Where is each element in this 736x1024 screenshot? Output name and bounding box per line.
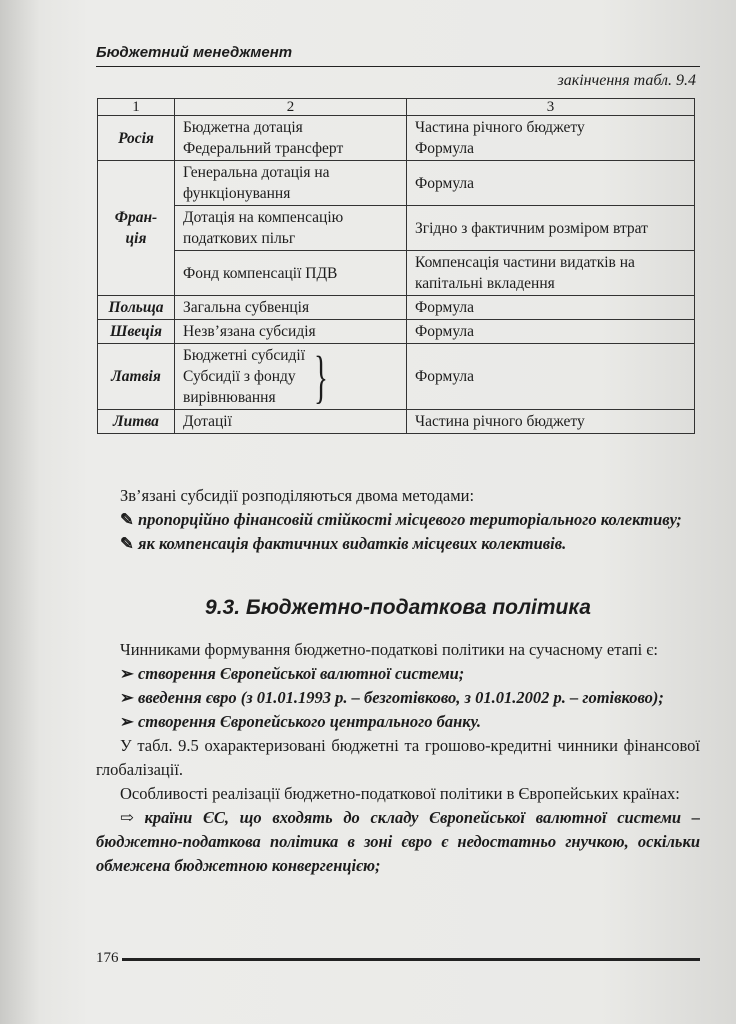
paragraph: У табл. 9.5 охарактеризовані бюджетні та грошово-кредитні чинники фінансової глобалізації. — [96, 736, 700, 779]
table-caption: закінчення табл. 9.4 — [557, 72, 696, 89]
cell-line: Формула — [415, 140, 475, 157]
table-row-lithuania — [98, 410, 695, 434]
transfer-type-cell: Незв’язана субсидія — [175, 320, 407, 344]
list-item-text: як компенсація фактичних видатків місцевих колективів. — [137, 534, 567, 553]
country-cell: Литва — [98, 410, 175, 434]
header-rule — [96, 66, 700, 67]
cell-line: Федеральний трансферт — [183, 140, 344, 157]
allocation-method-cell: Компенсація частини видатків на капітальні вкладення — [407, 251, 695, 296]
list-item-text: створення Європейської валютної системи; — [137, 664, 465, 683]
allocation-method-cell: Формула — [407, 296, 695, 320]
allocation-method-cell: Частина річного бюджету — [407, 410, 695, 434]
paragraph: Особливості реалізації бюджетно-податкової політики в Європейських країнах: — [120, 784, 680, 803]
allocation-method-cell: Формула — [407, 344, 695, 410]
running-title: Бюджетний менеджмент — [96, 44, 293, 61]
table-row-france — [98, 161, 695, 206]
country-cell — [98, 161, 175, 296]
page-number: 176 — [96, 950, 119, 966]
allocation-method-cell — [407, 116, 695, 161]
transfer-type-cell — [175, 344, 407, 410]
transfer-type-cell — [175, 116, 407, 161]
section-body — [96, 638, 700, 878]
list-item-text: країни ЄС, що входять до складу Європейської валютної системи – бюджетно-податкова політика в зоні євро є недостатньо гнучкою, оскільки обмежена бюджетною конвергенцією; — [96, 808, 701, 875]
arrowhead-bullet-icon: ➢ — [120, 664, 134, 683]
footer-rule — [122, 958, 700, 961]
list-item — [96, 662, 700, 686]
list-item-text: створення Європейського центрального банку. — [137, 712, 482, 731]
arrow-bullet-icon: ⇨ — [120, 808, 134, 827]
arrowhead-bullet-icon: ➢ — [120, 688, 134, 707]
country-cell: Швеція — [98, 320, 175, 344]
pencil-bullet-icon: ✎ — [120, 510, 134, 529]
allocation-method-cell: Згідно з фактичним розміром втрат — [407, 206, 695, 251]
list-item-text: пропорційно фінансовій стійкості місцевого територіального колективу; — [137, 510, 682, 529]
transfer-type-cell: Дотація на компенсацію податкових пільг — [175, 206, 407, 251]
list-item — [96, 686, 700, 710]
list-item — [96, 710, 700, 734]
list-item — [96, 508, 700, 532]
transfer-type-cell: Генеральна дотація на функціонування — [175, 161, 407, 206]
cell-line: Бюджетна дотація — [183, 119, 303, 136]
country-cell: Польща — [98, 296, 175, 320]
subsidies-intro: Зв’язані субсидії розподіляються двома методами: — [120, 486, 475, 505]
country-cell: Росія — [98, 116, 175, 161]
budget-transfers-table — [97, 98, 695, 434]
list-item — [96, 806, 700, 878]
allocation-method-cell: Формула — [407, 161, 695, 206]
allocation-method-cell: Формула — [407, 320, 695, 344]
cell-line: Частина річного бюджету — [415, 119, 585, 136]
table-row-sweden — [98, 320, 695, 344]
pencil-bullet-icon: ✎ — [120, 534, 134, 553]
arrowhead-bullet-icon: ➢ — [120, 712, 134, 731]
list-item — [96, 532, 700, 556]
header-col-3: 3 — [407, 99, 695, 116]
table-row-france — [98, 251, 695, 296]
paragraph: Чинниками формування бюджетно-податкові політики на сучасному етапі є: — [120, 640, 658, 659]
list-item-text: введення євро (з 01.01.1993 р. – безготівково, з 01.01.2002 р. – готівково); — [137, 688, 664, 707]
header-col-2: 2 — [175, 99, 407, 116]
subsidies-paragraph — [96, 484, 700, 556]
section-heading: 9.3. Бюджетно-податкова політика — [205, 596, 591, 619]
transfer-type-cell: Дотації — [175, 410, 407, 434]
transfer-type-cell: Фонд компенсації ПДВ — [175, 251, 407, 296]
cell-line: вирівнювання — [183, 389, 276, 406]
cell-line: Субсидії з фонду — [183, 368, 296, 385]
header-col-1: 1 — [98, 99, 175, 116]
table-row-france — [98, 206, 695, 251]
table-row-russia — [98, 116, 695, 161]
table-row-poland — [98, 296, 695, 320]
cell-line: ція — [125, 230, 147, 247]
table-header-row — [98, 99, 695, 116]
transfer-type-cell: Загальна субвенція — [175, 296, 407, 320]
curly-brace-icon: } — [313, 343, 328, 409]
cell-line: Бюджетні субсидії — [183, 347, 305, 364]
country-cell: Латвія — [98, 344, 175, 410]
table-row-latvia — [98, 344, 695, 410]
cell-line: Фран- — [114, 209, 158, 226]
